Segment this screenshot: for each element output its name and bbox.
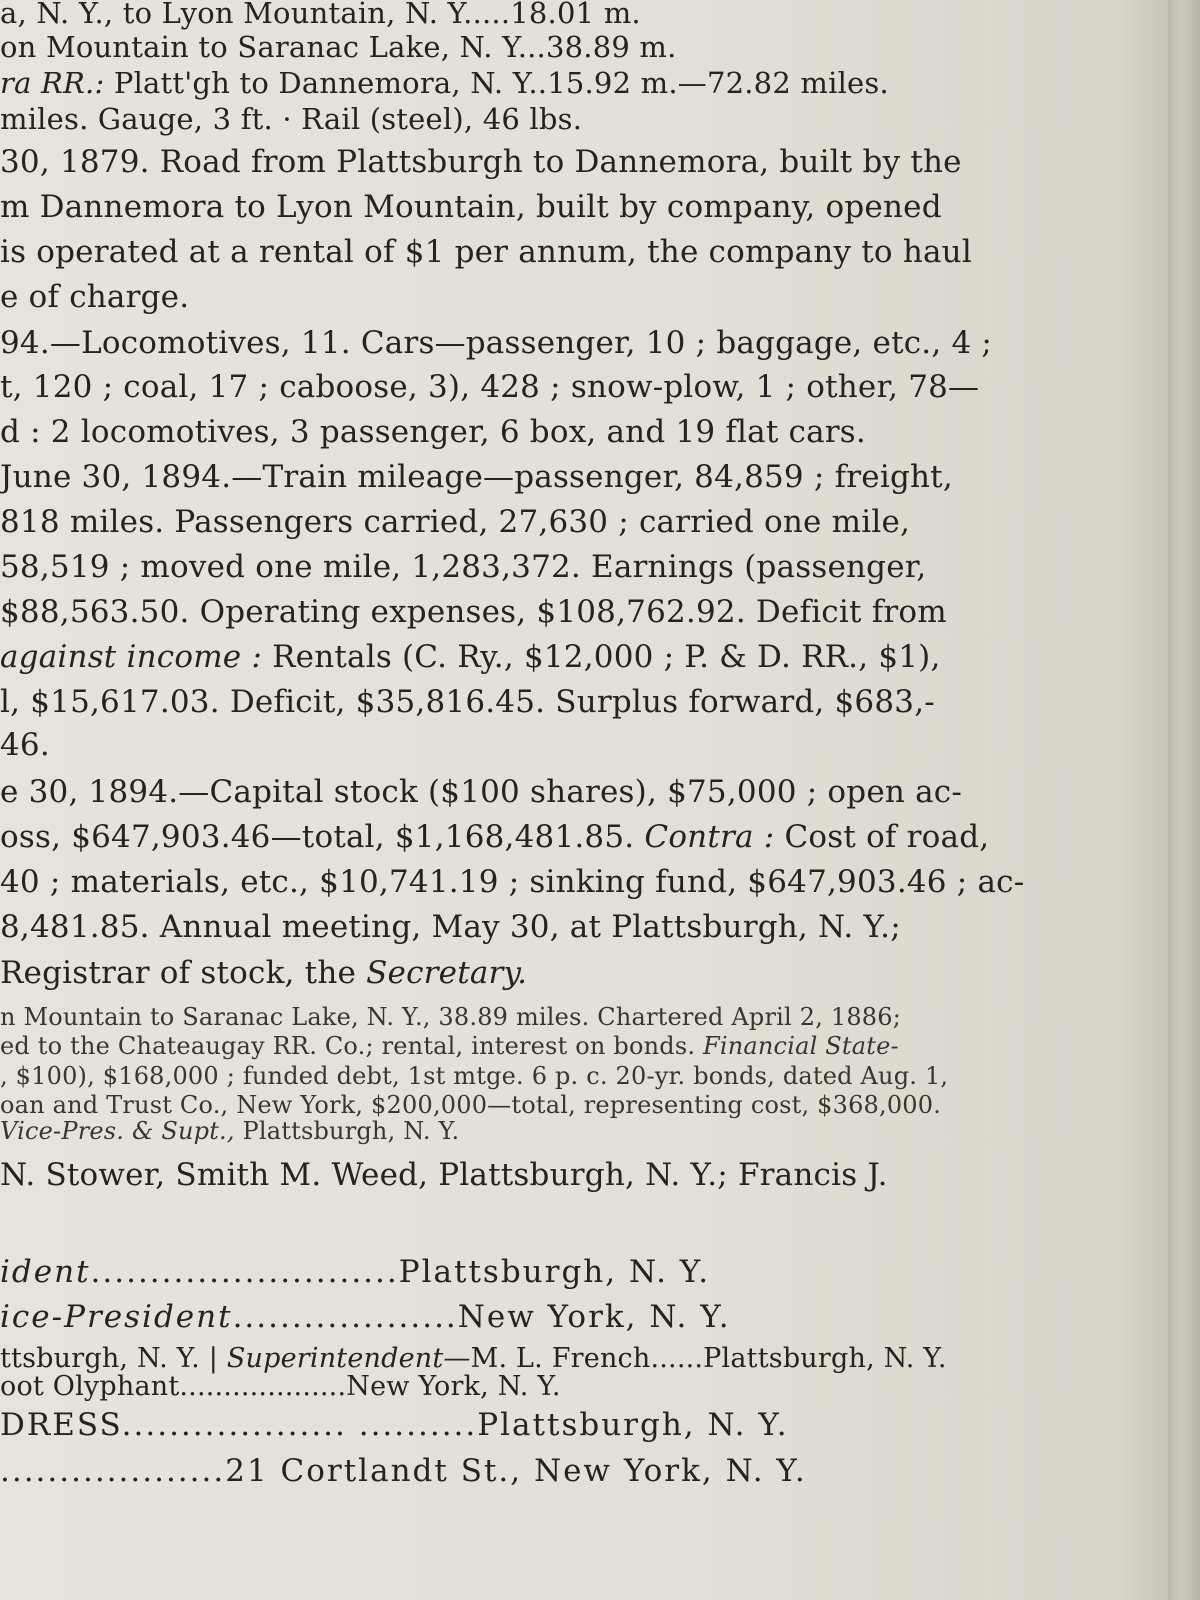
officer-line: oot Olyphant...................New York, N. Y. [0,1371,561,1402]
page-edge [1168,0,1200,1600]
text-line: is operated at a rental of $1 per annum, the company to haul [0,234,972,270]
text-line: e 30, 1894.—Capital stock ($100 shares), $75,000 ; open ac- [0,774,963,810]
text-line: N. Stower, Smith M. Weed, Plattsburgh, N. Y.; Francis J. [0,1157,888,1193]
text-line: a, N. Y., to Lyon Mountain, N. Y.....18.01 m. [0,0,641,30]
text-line: Registrar of stock, the Secretary. [0,955,528,991]
text-line: m Dannemora to Lyon Mountain, built by company, opened [0,189,942,225]
text-line: n Mountain to Saranac Lake, N. Y., 38.89 miles. Chartered April 2, 1886; [0,1003,902,1031]
text-line: 58,519 ; moved one mile, 1,283,372. Earnings (passenger, [0,549,927,585]
address-line: ...................21 Cortlandt St., New York, N. Y. [0,1453,807,1489]
text-line: against income : Rentals (C. Ry., $12,000 ; P. & D. RR., $1), [0,639,941,675]
text-line: on Mountain to Saranac Lake, N. Y...38.89 m. [0,30,677,64]
text-line: e of charge. [0,279,190,315]
text-line: Vice-Pres. & Supt., Plattsburgh, N. Y. [0,1117,460,1145]
text-line: 40 ; materials, etc., $10,741.19 ; sinking fund, $647,903.46 ; ac- [0,864,1025,900]
text-line: ed to the Chateaugay RR. Co.; rental, interest on bonds. Financial State- [0,1032,899,1060]
text-line: 46. [0,727,50,763]
text-line: 818 miles. Passengers carried, 27,630 ; carried one mile, [0,504,911,540]
text-line: , $100), $168,000 ; funded debt, 1st mtge. 6 p. c. 20-yr. bonds, dated Aug. 1, [0,1062,949,1090]
text-line: t, 120 ; coal, 17 ; caboose, 3), 428 ; snow-plow, 1 ; other, 78— [0,369,980,405]
text-line: 94.—Locomotives, 11. Cars—passenger, 10 ; baggage, etc., 4 ; [0,325,993,361]
text-line: d : 2 locomotives, 3 passenger, 6 box, and 19 flat cars. [0,414,866,450]
text-line: oss, $647,903.46—total, $1,168,481.85. Contra : Cost of road, [0,819,990,855]
text-line: ra RR.: Platt'gh to Dannemora, N. Y..15.92 m.—72.82 miles. [0,66,889,100]
address-line: DRESS................... ..........Plattsburgh, N. Y. [0,1407,789,1443]
text-line: miles. Gauge, 3 ft. · Rail (steel), 46 lbs. [0,102,583,136]
text-line: June 30, 1894.—Train mileage—passenger, 84,859 ; freight, [0,459,953,495]
text-line: 30, 1879. Road from Plattsburgh to Dannemora, built by the [0,144,962,180]
text-line: $88,563.50. Operating expenses, $108,762.92. Deficit from [0,594,947,630]
officer-line: ident..........................Plattsburgh, N. Y. [0,1254,711,1290]
officer-line: ice-President...................New York, N. Y. [0,1299,731,1335]
text-line: oan and Trust Co., New York, $200,000—total, representing cost, $368,000. [0,1091,942,1119]
text-line: l, $15,617.03. Deficit, $35,816.45. Surplus forward, $683,- [0,684,935,720]
text-line: 8,481.85. Annual meeting, May 30, at Plattsburgh, N. Y.; [0,909,901,945]
officer-line: ttsburgh, N. Y. | Superintendent—M. L. French......Plattsburgh, N. Y. [0,1343,947,1374]
